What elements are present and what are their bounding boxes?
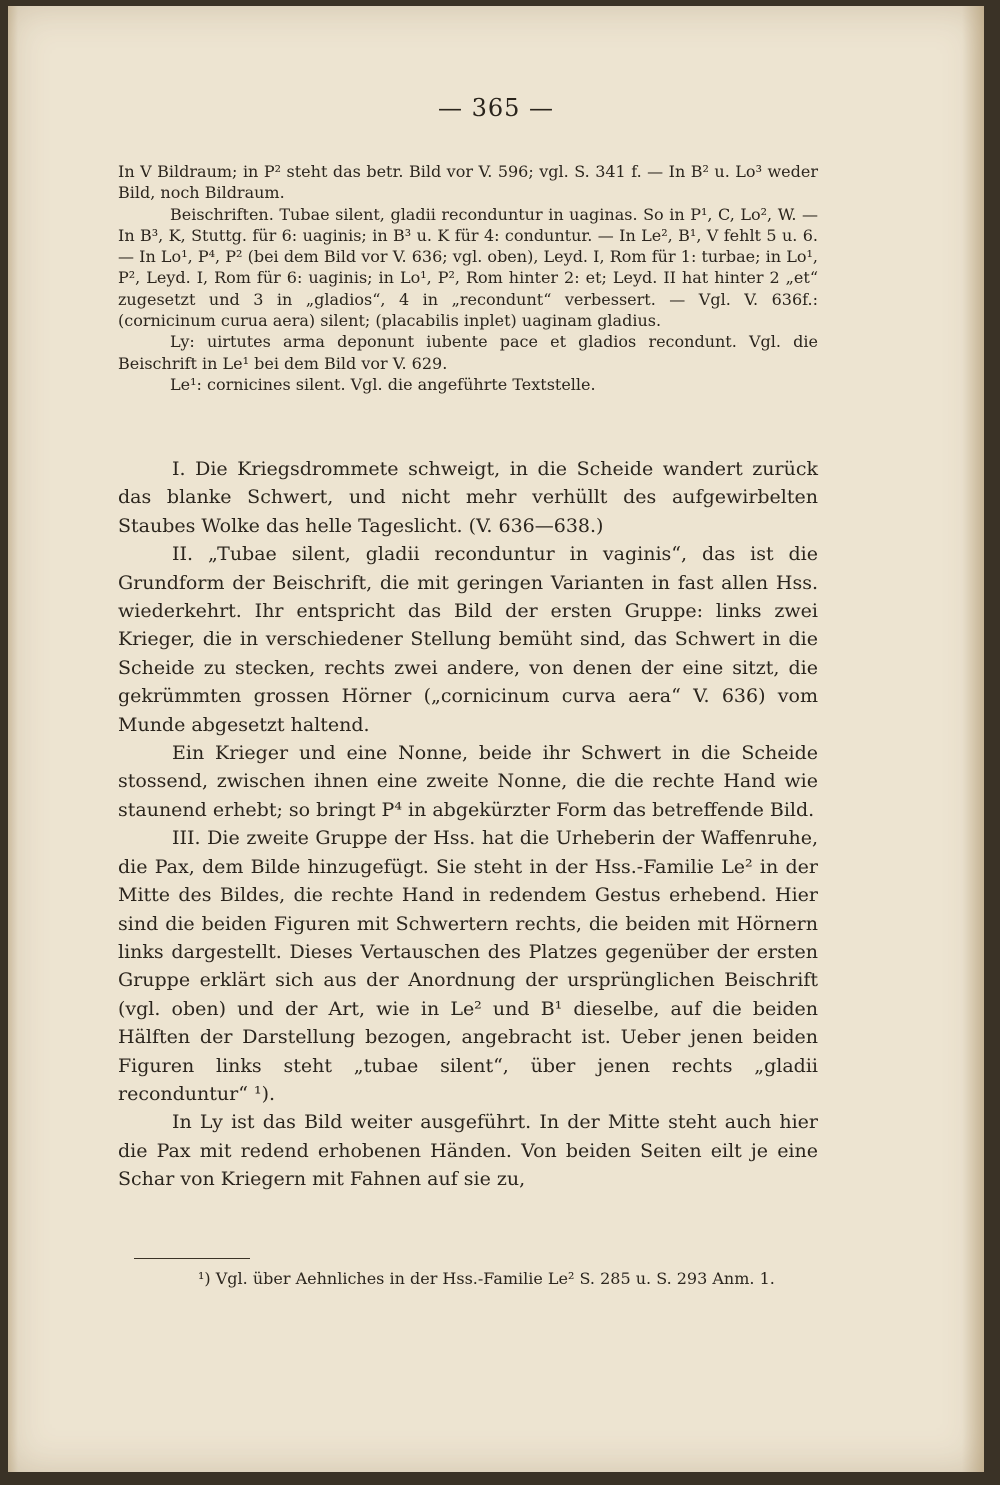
book-page [8,6,984,1472]
body-paragraph: III. Die zweite Gruppe der Hss. hat die Urheberin der Waffenruhe, die Pax, dem Bilde hinzugefügt. Sie steht in der Hss.-Familie Le² in der Mitte des Bildes, die rechte Hand in redendem Gestus erhebend. Hier sind die beiden Figuren mit Schwertern rechts, die beiden mit Hörnern links dargestellt. Dieses Vertauschen des Platzes gegenüber der ersten Gruppe erklärt sich aus der Anordnung der ursprünglichen Beischrift (vgl. oben) und der Art, wie in Le² und B¹ dieselbe, auf die beiden Hälften der Darstellung bezogen, angebracht ist. Ueber jenen beiden Figuren links steht „tubae silent“, über jenen rechts „gladii reconduntur“ ¹). [118,827,818,1105]
apparatus-paragraph: In V Bildraum; in P² steht das betr. Bild vor V. 596; vgl. S. 341 f. — In B² u. Lo³ weder Bild, noch Bildraum. [118,162,818,203]
page-edge-shadow [962,6,984,1472]
apparatus-paragraph: Ly: uirtutes arma deponunt iubente pace et gladios recondunt. Vgl. die Beischrift in Le¹ bei dem Bild vor V. 629. [118,332,818,373]
page-gutter-shadow [8,6,18,1472]
apparatus-paragraph: Le¹: cornicines silent. Vgl. die angeführte Textstelle. [170,374,596,394]
footnote: ¹) Vgl. über Aehnliches in der Hss.-Familie Le² S. 285 u. S. 293 Anm. 1. [198,1269,775,1288]
body-paragraph: In Ly ist das Bild weiter ausgeführt. In der Mitte steht auch hier die Pax mit redend erhobenen Händen. Von beiden Seiten eilt je eine Schar von Kriegern mit Fahnen auf sie zu, [118,1111,818,1191]
critical-apparatus [118,161,818,395]
footnote-separator [134,1258,250,1259]
body-paragraph: I. Die Kriegsdrommete schweigt, in die Scheide wandert zurück das blanke Schwert, und nicht mehr verhüllt des aufgewirbelten Staubes Wolke das helle Tageslicht. (V. 636—638.) [118,458,818,537]
body-paragraph: II. „Tubae silent, gladii reconduntur in vaginis“, das ist die Grundform der Beischrift, die mit geringen Varianten in fast allen Hss. wiederkehrt. Ihr entspricht das Bild der ersten Gruppe: links zwei Krieger, die in verschiedener Stellung bemüht sind, das Schwert in die Scheide zu stecken, rechts zwei andere, von denen der eine sitzt, die gekrümmten grossen Hörner („cornicinum curva aera“ V. 636) vom Munde abgesetzt haltend. [118,543,818,736]
main-text [118,455,818,1194]
body-paragraph: Ein Krieger und eine Nonne, beide ihr Schwert in die Scheide stossend, zwischen ihnen eine zweite Nonne, die die rechte Hand wie staunend erhebt; so bringt P⁴ in abgekürzter Form das betreffende Bild. [118,742,818,821]
page-number: — 365 — [437,94,555,122]
apparatus-paragraph: Beischriften. Tubae silent, gladii reconduntur in uaginas. So in P¹, C, Lo², W. — In B³, K, Stuttg. für 6: uaginis; in B³ u. K für 4: conduntur. — In Le², B¹, V fehlt 5 u. 6. — In Lo¹, P⁴, P² (bei dem Bild vor V. 636; vgl. oben), Leyd. I, Rom für 1: turbae; in Lo¹, P², Leyd. I, Rom für 6: uaginis; in Lo¹, P², Rom hinter 2: et; Leyd. II hat hinter 2 „et“ zugesetzt und 3 in „gladios“, 4 in „recondunt“ verbessert. — Vgl. V. 636f.: (cornicinum curua aera) silent; (placabilis inplet) uaginam gladius. [118,204,818,331]
